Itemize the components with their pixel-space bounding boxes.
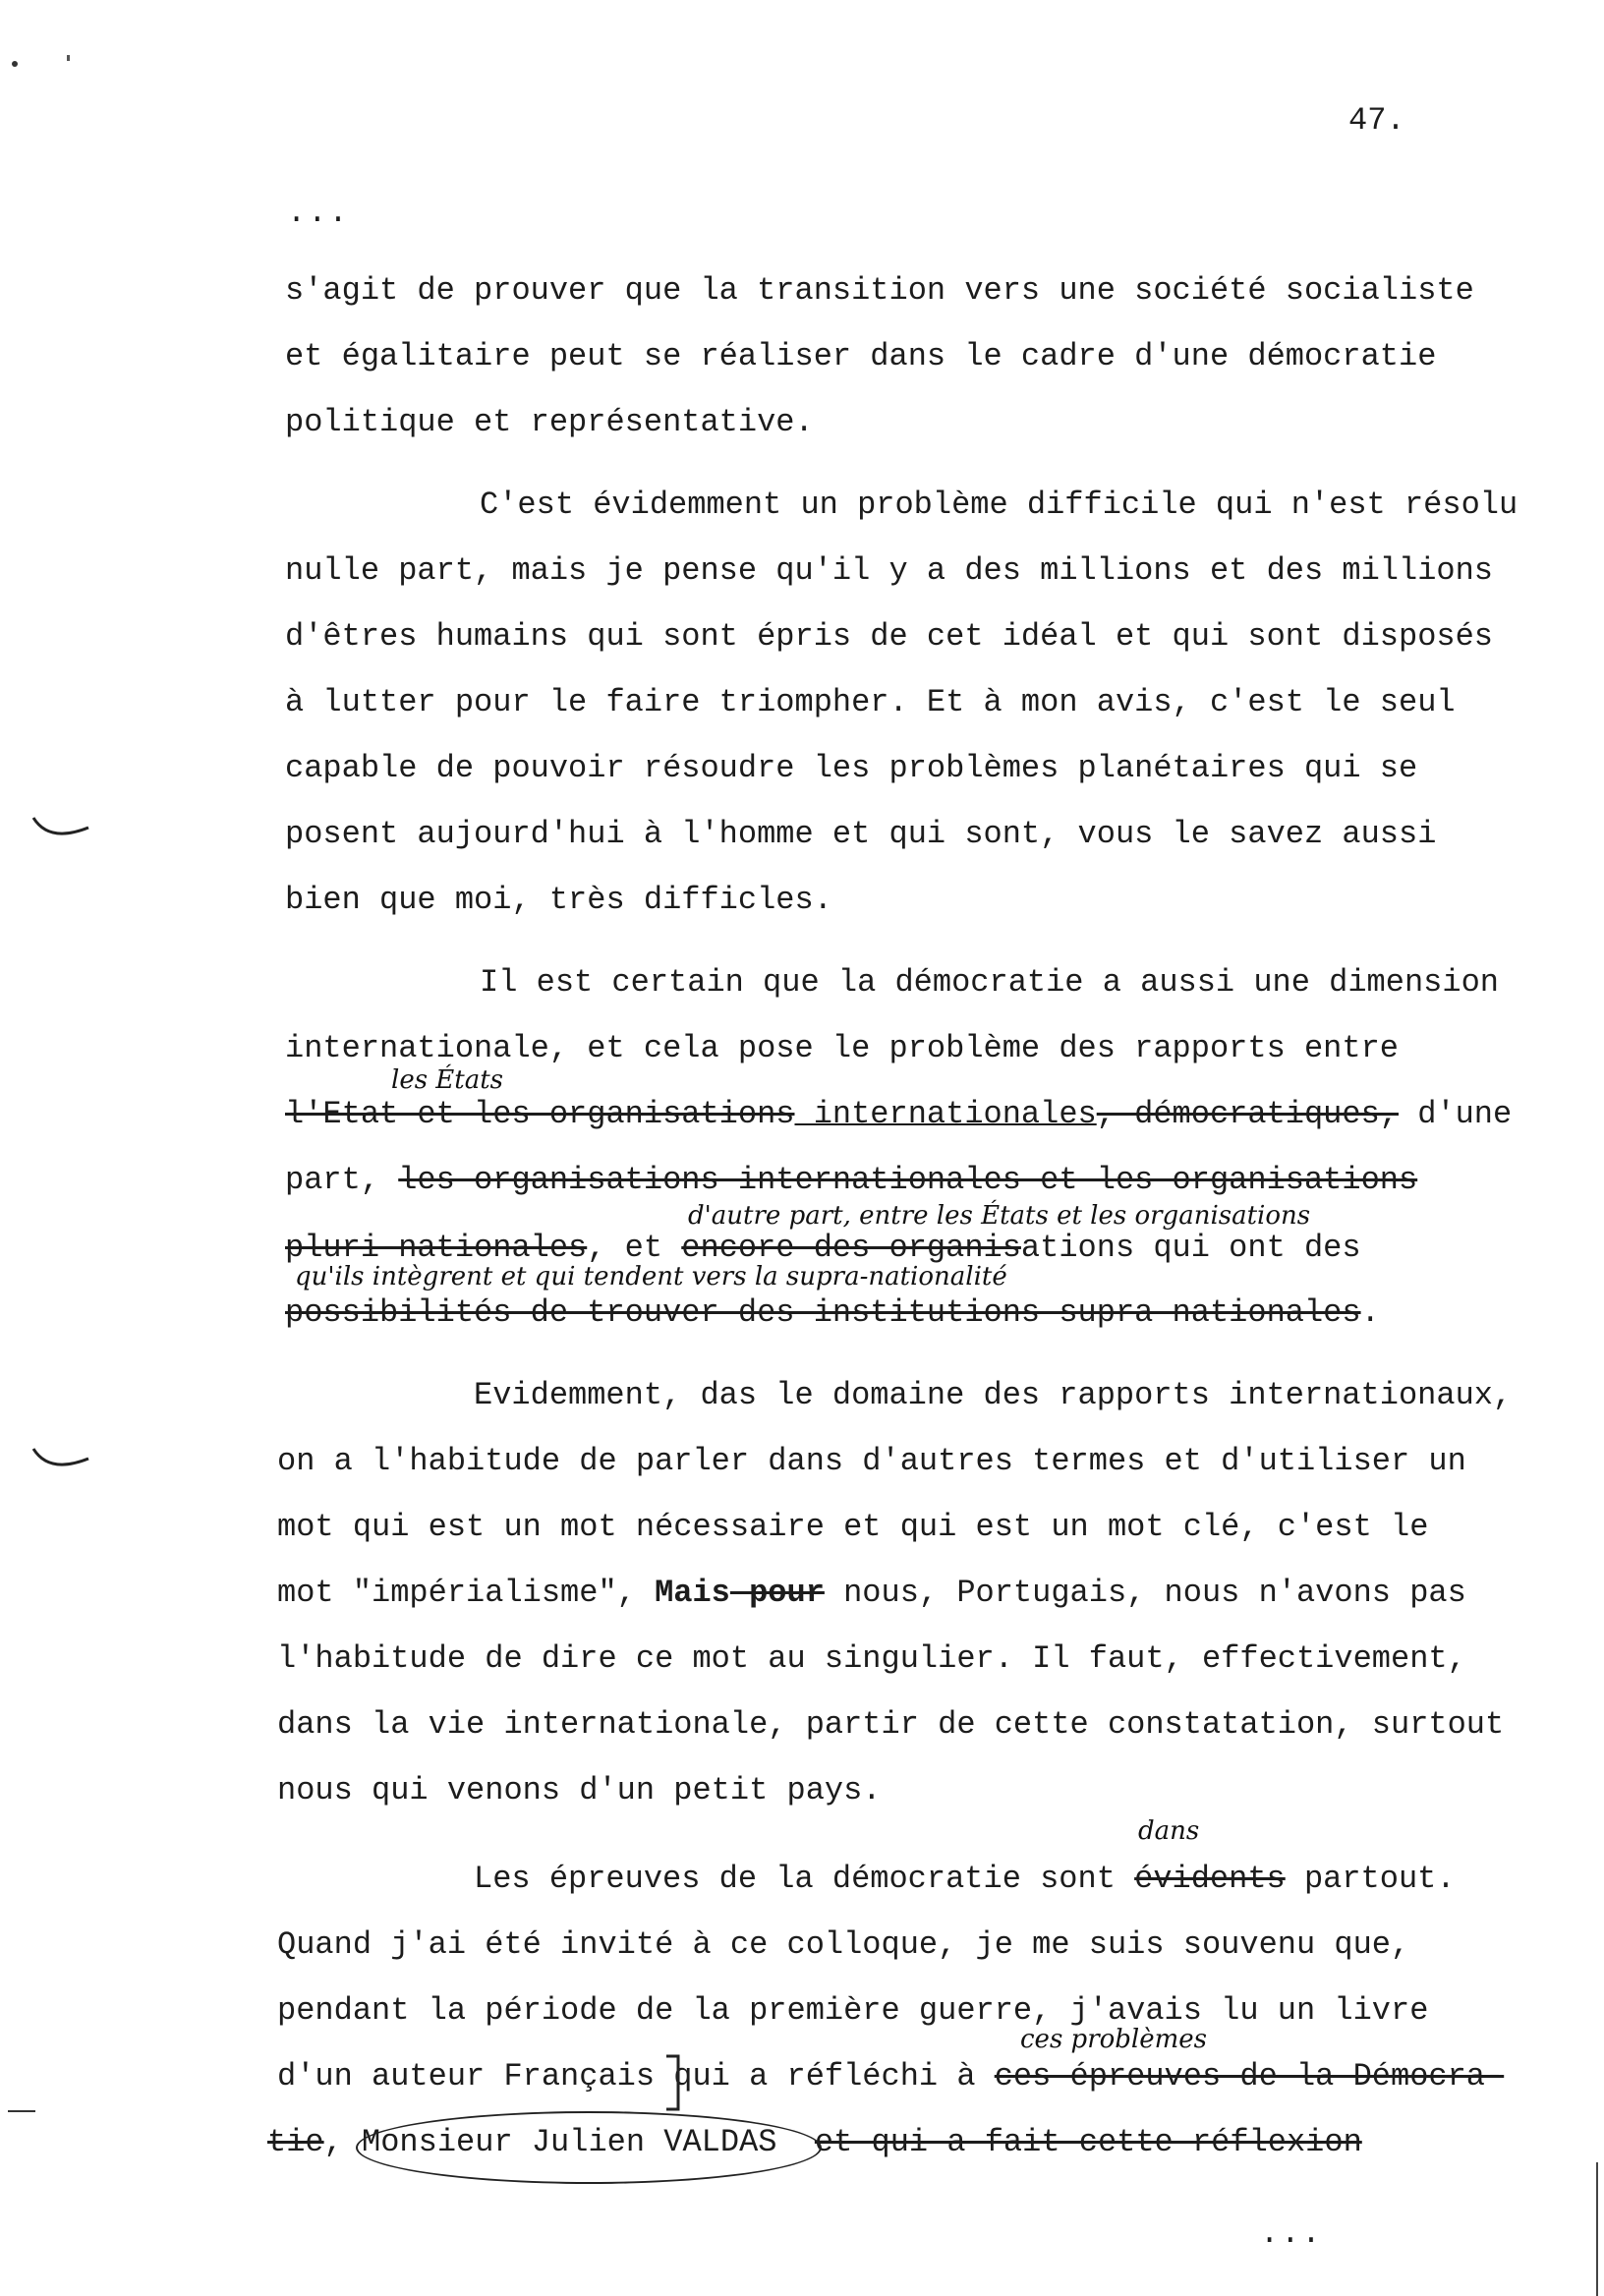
text-line (277, 2057, 1504, 2096)
text-line: l'habitude de dire ce mot au singulier. Il faut, effectivement, (277, 1640, 1466, 1677)
text-fragment: d'un auteur Français qui a réfléchi à (277, 2058, 995, 2095)
handwritten-insertion: les États (391, 1065, 504, 1095)
margin-mark (29, 1443, 92, 1478)
bottom-ellipsis: ... (1260, 2215, 1323, 2252)
text-line (285, 1095, 1512, 1134)
text-fragment: part, (285, 1162, 399, 1198)
struck-text: pluri-nationales (285, 1230, 588, 1266)
scan-speck (12, 61, 18, 67)
struck-text: encore des organis (681, 1230, 1021, 1266)
text-line (285, 1293, 1380, 1333)
text-line: capable de pouvoir résoudre les problèmes planétaires qui se (285, 750, 1418, 786)
margin-mark (29, 812, 92, 847)
name-circle (356, 2111, 822, 2184)
struck-text: , démocratiques, (1096, 1096, 1399, 1132)
text-line: posent aujourd'hui à l'homme et qui sont, vous le savez aussi (285, 816, 1437, 852)
scan-speck (67, 55, 70, 61)
struck-text: et qui a fait cette réflexion (814, 2124, 1362, 2160)
top-ellipsis: ... (287, 195, 350, 231)
insertion-bracket (660, 2054, 684, 2113)
text-line: nulle part, mais je pense qu'il y a des millions et des millions (285, 552, 1493, 589)
struck-text: évidents (1134, 1861, 1286, 1897)
text-line: Evidemment, das le domaine des rapports internationaux, (474, 1377, 1513, 1413)
struck-text: ces épreuves de la Démocra- (994, 2058, 1505, 2095)
text-line: mot qui est un mot nécessaire et qui est un mot clé, c'est le (277, 1509, 1429, 1545)
text-line: bien que moi, très difficles. (285, 882, 832, 918)
text-fragment: . (1360, 1294, 1380, 1331)
text-fragment: , (323, 2124, 363, 2160)
text-line: d'êtres humains qui sont épris de cet idéal et qui sont disposés (285, 618, 1493, 655)
handwritten-insertion: ces problèmes (1020, 2025, 1208, 2054)
struck-text: tie (267, 2124, 324, 2160)
text-line: dans la vie internationale, partir de cette constatation, surtout (277, 1706, 1505, 1743)
scan-edge-line (1596, 2162, 1598, 2296)
text-line: s'agit de prouver que la transition vers une société socialiste (285, 272, 1474, 309)
margin-dash (8, 2107, 37, 2115)
text-line (285, 1161, 1417, 1200)
struck-text: l'Etat et les organisations (285, 1096, 795, 1132)
handwritten-insertion: dans (1138, 1816, 1200, 1846)
text-line: Il est certain que la démocratie a aussi une dimension (480, 964, 1499, 1001)
text-fragment: Les épreuves de la démocratie sont (474, 1861, 1135, 1897)
text-line: Quand j'ai été invité à ce colloque, je me suis souvenu que, (277, 1926, 1410, 1963)
text-fragment: ations qui ont des (1020, 1230, 1361, 1266)
page-number: 47. (1348, 102, 1405, 139)
text-line (474, 1860, 1456, 1899)
text-line: C'est évidemment un problème difficile qui n'est résolu (480, 487, 1518, 523)
text-line (277, 1574, 1466, 1613)
text-fragment: nous, Portugais, nous n'avons pas (824, 1575, 1466, 1611)
handwritten-insertion: qu'ils intègrent et qui tendent vers la supra-nationalité (295, 1262, 1007, 1292)
text-fragment: Mais (655, 1575, 730, 1611)
text-line: politique et représentative. (285, 404, 814, 440)
text-line: nous qui venons d'un petit pays. (277, 1772, 882, 1808)
underlined-text: internationales (794, 1096, 1097, 1132)
text-line: internationale, et cela pose le problème des rapports entre (285, 1030, 1399, 1066)
text-line: et égalitaire peut se réaliser dans le cadre d'une démocratie (285, 338, 1437, 374)
text-fragment: partout. (1285, 1861, 1456, 1897)
text-fragment: , et (587, 1230, 682, 1266)
struck-text: pour (729, 1575, 825, 1611)
text-line: à lutter pour le faire triompher. Et à mon avis, c'est le seul (285, 684, 1456, 720)
text-fragment: mot "impérialisme", (277, 1575, 656, 1611)
struck-text: possibilités de trouver des institutions supra-nationales (285, 1294, 1361, 1331)
struck-text: les organisations internationales et les organisations (398, 1162, 1418, 1198)
text-line: pendant la période de la première guerre, j'avais lu un livre (277, 1992, 1429, 2029)
circled-name: Monsieur Julien VALDAS (362, 2124, 777, 2160)
text-line: on a l'habitude de parler dans d'autres termes et d'utiliser un (277, 1443, 1466, 1479)
text-fragment: d'une (1398, 1096, 1513, 1132)
handwritten-insertion: d'autre part, entre les États et les organisations (688, 1201, 1311, 1231)
